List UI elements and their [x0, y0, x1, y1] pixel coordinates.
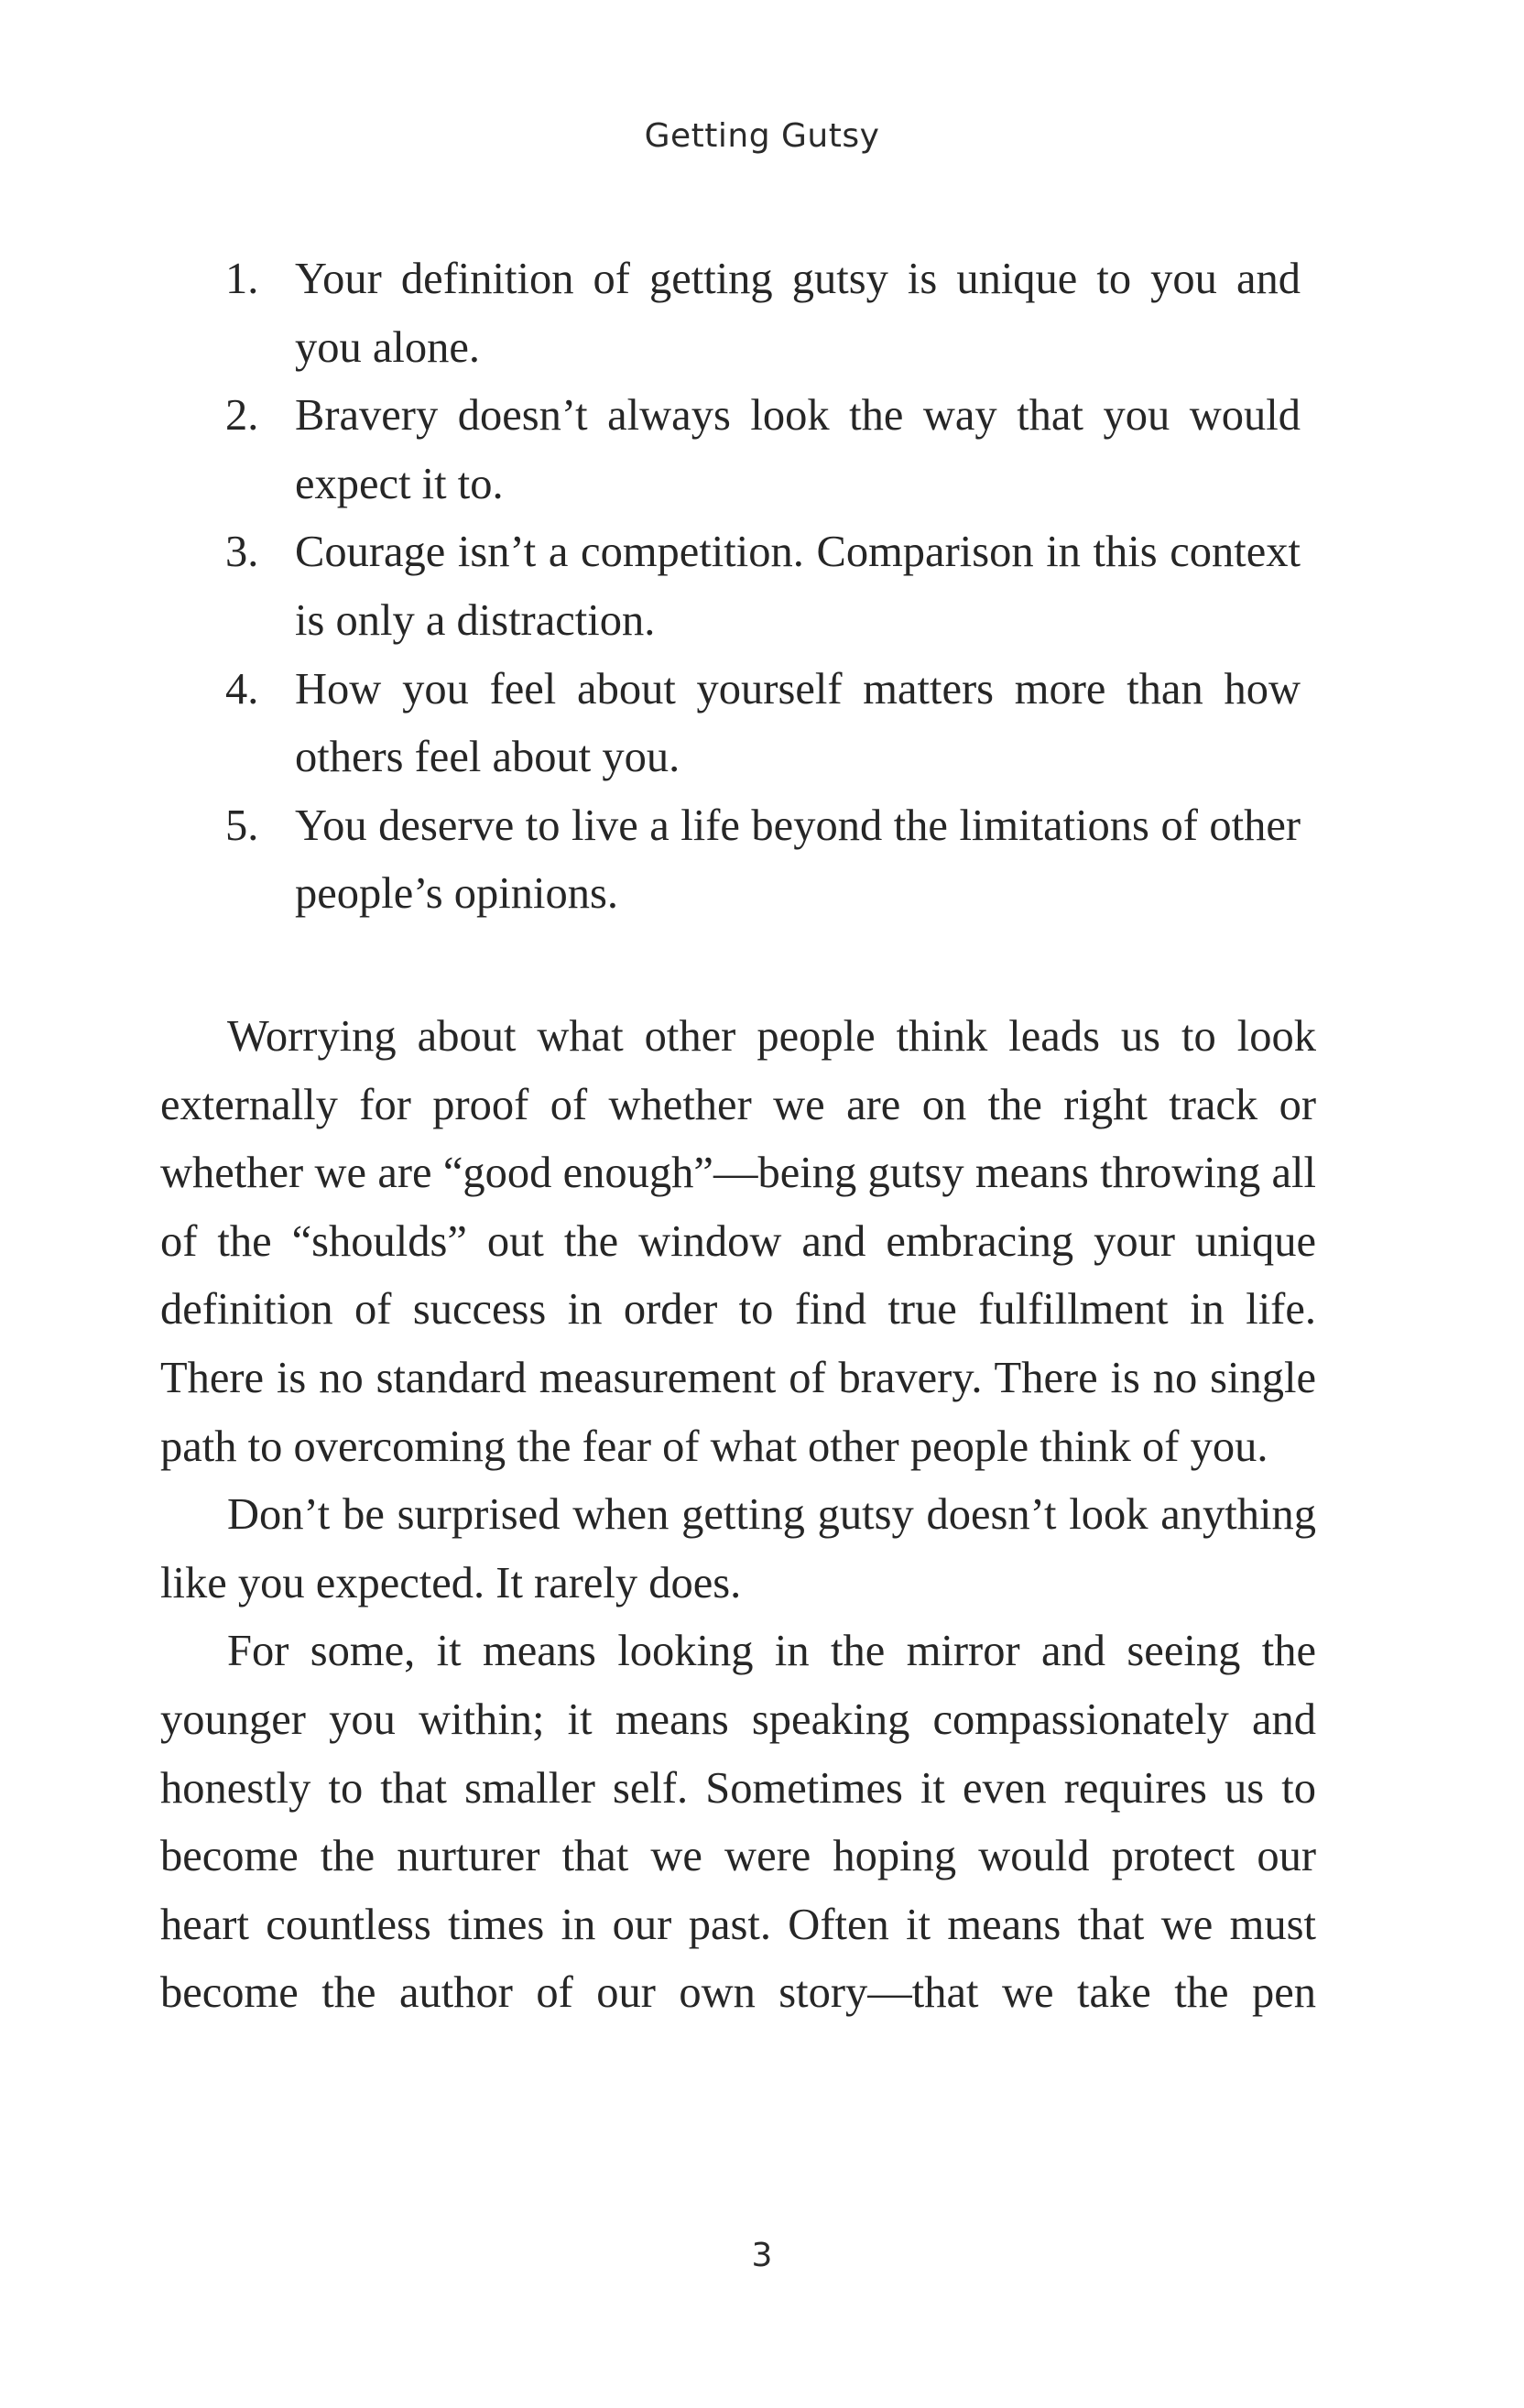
list-number: 1.: [225, 255, 259, 303]
list-item: [201, 245, 1301, 382]
list-item: [201, 656, 1301, 792]
list-number: 4.: [225, 664, 259, 714]
paragraph: Worrying about what other people think leads us to look externally for proof of whether we are on the right track or whether we are “good enough”—being gutsy means throwing all of the “shoulds” out the window and embracing your unique definition of success in order to find true fulfillment in life. There is no standard measurement of bravery. There is no single path to overcoming the fear of what other people think of you.: [160, 1012, 1316, 1471]
running-head: Getting Gutsy: [644, 117, 880, 155]
list-number: 5.: [225, 801, 259, 850]
list-item: [201, 382, 1301, 518]
paragraph: Don’t be surprised when getting gutsy doesn’t look anything like you expected. It rarely does.: [160, 1490, 1316, 1607]
page-number: 3: [751, 2237, 773, 2274]
list-number: 3.: [225, 528, 259, 577]
list-item-text: Courage isn’t a competition. Comparison in this context is only a distraction.: [295, 528, 1301, 645]
numbered-list: [201, 245, 1301, 929]
list-item-text: You deserve to live a life beyond the limitations of other people’s opinions.: [295, 801, 1301, 919]
body-text: [160, 1003, 1316, 2028]
list-number: 2.: [225, 391, 259, 441]
paragraph: For some, it means looking in the mirror and seeing the younger you within; it means speaking compassionately and honestly to that smaller self. Sometimes it even requires us to become the nurturer that we were hoping would protect our heart countless times in our past. Often it means that we must become the author of our own story—that we take the pen: [160, 1627, 1316, 2018]
list-item: [201, 518, 1301, 655]
list-item: [201, 792, 1301, 929]
list-item-text: Bravery doesn’t always look the way that you would expect it to.: [295, 391, 1301, 508]
list-item-text: How you feel about yourself matters more than how others feel about you.: [295, 664, 1301, 782]
list-item-text: Your definition of getting gutsy is unique to you and you alone.: [295, 255, 1301, 372]
